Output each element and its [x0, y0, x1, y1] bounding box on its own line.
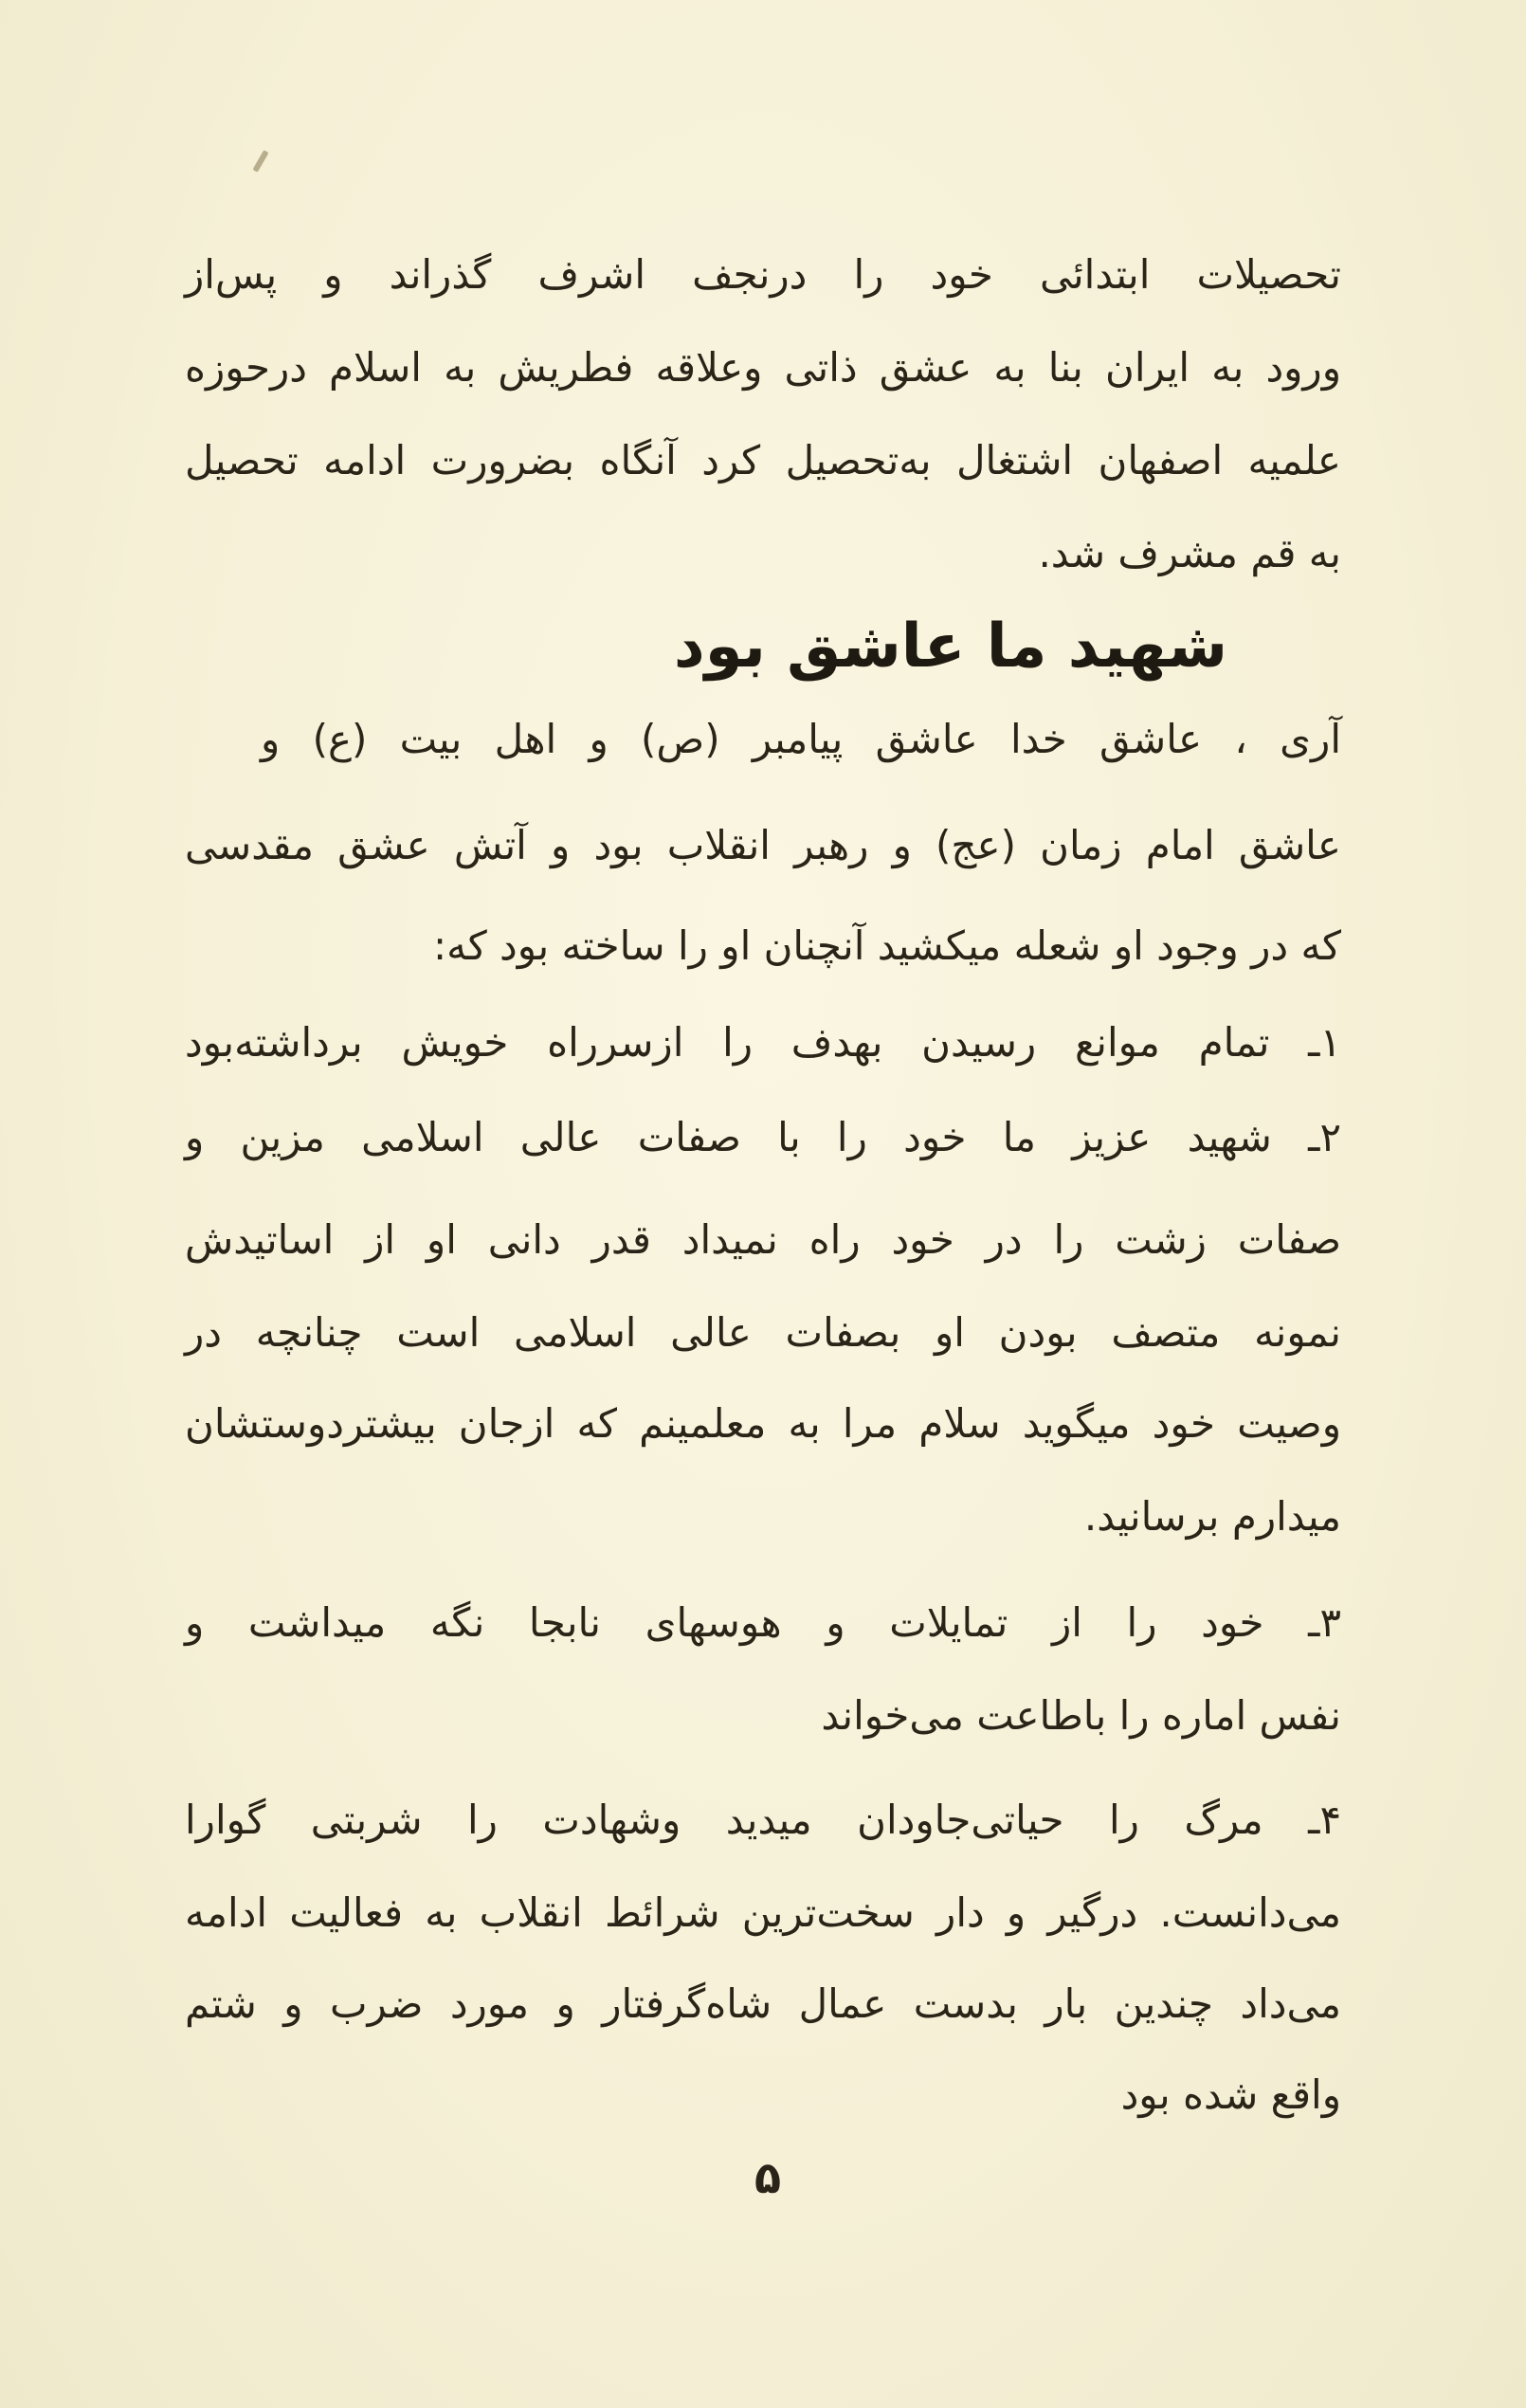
text-line: آری ، عاشق خدا عاشق پیامبر (ص) و اهل بیت (ع) و [261, 716, 1341, 762]
text-line: نفس اماره را باطاعت می‌خواند [821, 1692, 1341, 1739]
text-line: صفات زشت را در خود راه نمیداد قدر دانی او از اساتیدش [185, 1216, 1341, 1263]
text-line: عاشق امام زمان (عج) و رهبر انقلاب بود و آتش عشق مقدسی [185, 822, 1341, 868]
list-item-line: ۳ـ خود را از تمایلات و هوسهای نابجا نگه میداشت و [185, 1599, 1341, 1646]
paper-blemish [252, 150, 268, 173]
text-line: می‌دانست. درگیر و دار سخت‌ترین شرائط انقلاب به فعالیت ادامه [185, 1889, 1341, 1936]
section-heading: شهید ما عاشق بود [673, 611, 1227, 682]
list-item-line: ۴ـ مرگ را حیاتی‌جاودان میدید وشهادت را شربتی گوارا [185, 1797, 1341, 1843]
list-item-line: ۱ـ تمام موانع رسیدن بهدف را ازسرراه خویش برداشته‌بود [185, 1019, 1341, 1066]
text-line: واقع شده بود [1120, 2071, 1341, 2118]
page-number: ۵ [754, 2152, 782, 2203]
text-line: می‌داد چندین بار بدست عمال شاه‌گرفتار و مورد ضرب و شتم [185, 1980, 1341, 2027]
text-line: نمونه متصف بودن او بصفات عالی اسلامی است چنانچه در [185, 1309, 1341, 1356]
list-item-line: ۲ـ شهید عزیز ما خود را با صفات عالی اسلامی مزین و [185, 1114, 1341, 1160]
text-line: ورود به ایران بنا به عشق ذاتی وعلاقه فطریش به اسلام درحوزه [185, 344, 1341, 391]
text-line: علمیه اصفهان اشتغال به‌تحصیل کرد آنگاه بضرورت ادامه تحصیل [185, 437, 1341, 483]
text-line: که در وجود او شعله میکشید آنچنان او را ساخته بود که: [433, 922, 1341, 969]
text-line: تحصیلات ابتدائی خود را درنجف اشرف گذراند و پس‌از [185, 251, 1341, 298]
text-line: میدارم برسانید. [1083, 1493, 1341, 1540]
text-line: به قم مشرف شد. [1038, 530, 1341, 576]
text-line: وصیت خود میگوید سلام مرا به معلمینم که ازجان بیشتردوستشان [185, 1400, 1341, 1447]
